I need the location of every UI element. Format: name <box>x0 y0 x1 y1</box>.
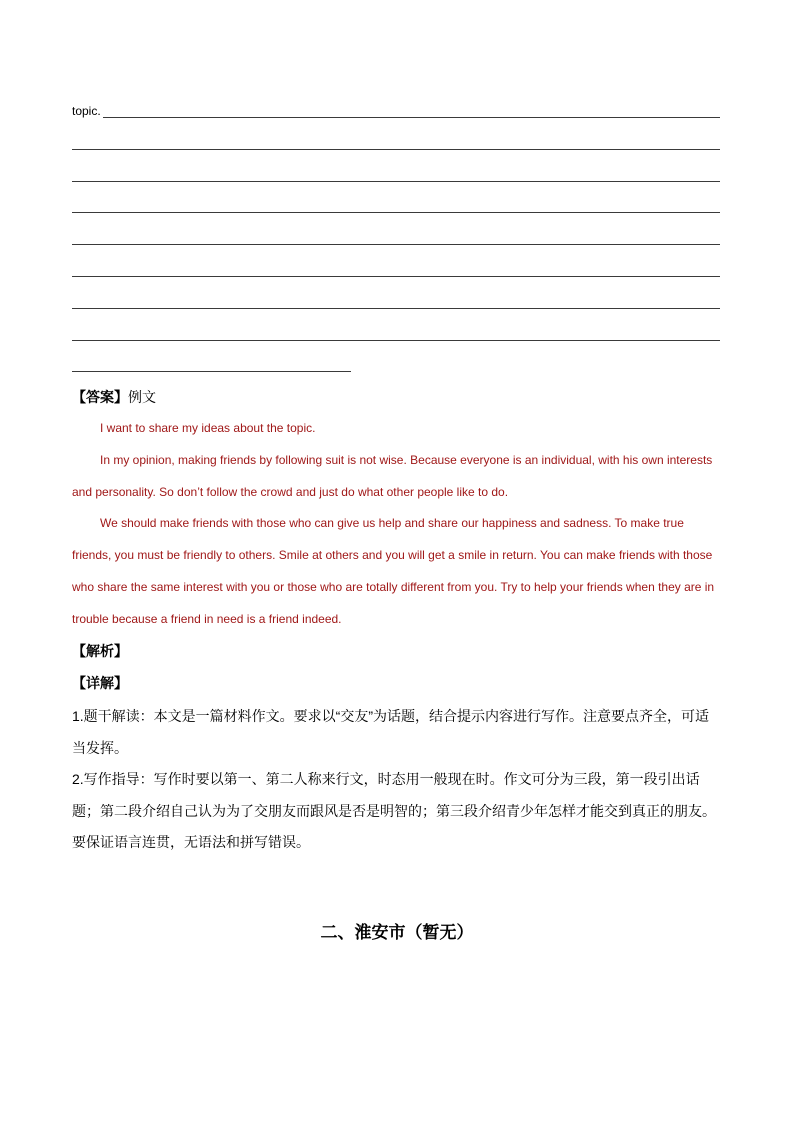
detail-heading <box>72 674 128 692</box>
sample-essay <box>72 413 722 636</box>
writing-blank-line <box>72 181 720 182</box>
topic-writing-line <box>72 103 722 119</box>
detail-item-2: 2.写作指导：写作时要以第一、第二人称来行文，时态用一般现在时。作文可分为三段，第一段引出话题；第二段介绍自己认为为了交朋友而跟风是否是明智的；第三段介绍青少年怎样才能交到真正的朋友。要保证语言连贯，无语法和拼写错误。 <box>72 771 716 850</box>
essay-paragraph-3: We should make friends with those who can give us help and share our happiness and sadness. To make true friends, you must be friendly to others. Smile at others and you will get a smile in return. You can make friends with those who share the same interest with you or those who are totally different from you. Try to help your friends when they are in trouble because a friend in need is a friend indeed. <box>72 516 715 626</box>
answer-sublabel: 例文 <box>128 389 156 405</box>
writing-blank-line <box>72 212 720 213</box>
analysis-label: 【解析】 <box>72 643 128 659</box>
essay-paragraph-1: I want to share my ideas about the topic. <box>100 421 316 435</box>
detail-label: 【详解】 <box>72 675 128 691</box>
detail-body <box>72 701 722 859</box>
topic-blank-rule <box>103 117 720 118</box>
writing-blank-line <box>72 149 720 150</box>
detail-item-1: 1.题干解读：本文是一篇材料作文。要求以“交友”为话题，结合提示内容进行写作。注意要点齐全，可适当发挥。 <box>72 708 709 756</box>
writing-blank-line <box>72 244 720 245</box>
writing-blank-line <box>72 308 720 309</box>
topic-word: topic. <box>72 104 101 118</box>
analysis-heading <box>72 642 128 660</box>
essay-paragraph-2: In my opinion, making friends by following suit is not wise. Because everyone is an individual, with his own interests and personality. So don’t follow the crowd and just do what other people like to do. <box>72 452 713 499</box>
writing-blank-line <box>72 340 720 341</box>
answer-label: 【答案】 <box>72 389 128 405</box>
writing-blank-line-short <box>72 371 351 372</box>
answer-heading <box>72 388 156 406</box>
writing-blank-line <box>72 276 720 277</box>
section-title: 二、淮安市（暂无） <box>320 923 474 943</box>
